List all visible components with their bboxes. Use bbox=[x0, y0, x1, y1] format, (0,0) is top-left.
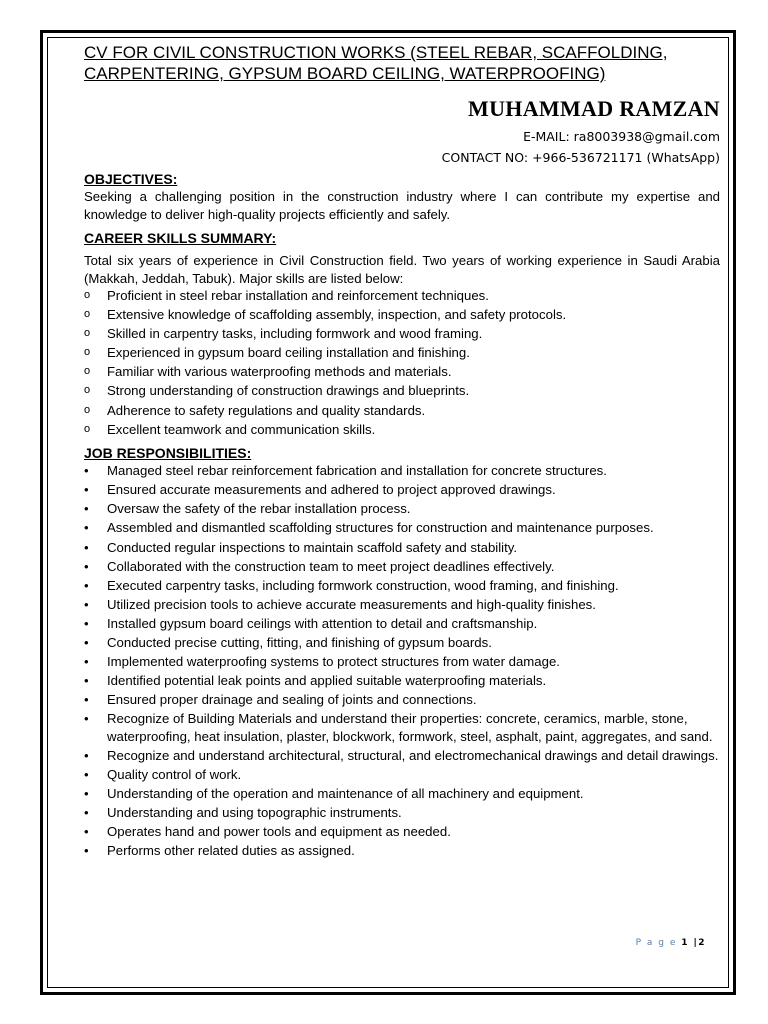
responsibility-item bbox=[84, 672, 720, 690]
responsibility-text: Executed carpentry tasks, including formwork construction, wood framing, and finishing. bbox=[107, 577, 619, 593]
skills-heading: CAREER SKILLS SUMMARY: bbox=[84, 230, 277, 246]
responsibility-marker: • bbox=[84, 635, 89, 650]
responsibility-item bbox=[84, 653, 720, 671]
skill-marker: o bbox=[84, 365, 91, 378]
skill-text: Experienced in gypsum board ceiling installation and finishing. bbox=[107, 345, 470, 361]
skill-text: Adherence to safety regulations and quality standards. bbox=[107, 402, 426, 418]
responsibility-text: Operates hand and power tools and equipment as needed. bbox=[107, 824, 451, 840]
skill-marker: o bbox=[84, 346, 91, 359]
responsibility-marker: • bbox=[84, 805, 89, 821]
responsibility-text: Utilized precision tools to achieve accurate measurements and high-quality finishes. bbox=[107, 596, 596, 612]
candidate-name: MUHAMMAD RAMZAN bbox=[468, 96, 720, 121]
skills-list bbox=[84, 287, 720, 438]
responsibility-text: Oversaw the safety of the rebar installation process. bbox=[107, 501, 411, 517]
responsibility-text: Managed steel rebar reinforcement fabrication and installation for concrete structures. bbox=[107, 463, 607, 479]
responsibility-text: Conducted precise cutting, fitting, and finishing of gypsum boards. bbox=[107, 635, 492, 650]
responsibility-text: Understanding and using topographic instruments. bbox=[107, 805, 402, 821]
responsibility-item bbox=[84, 558, 720, 576]
responsibility-marker: • bbox=[84, 615, 89, 631]
page-footer bbox=[636, 938, 706, 948]
responsibilities-heading: JOB RESPONSIBILITIES: bbox=[84, 445, 252, 462]
skill-item bbox=[84, 306, 720, 324]
skill-text: Extensive knowledge of scaffolding assembly, inspection, and safety protocols. bbox=[107, 307, 567, 323]
responsibility-text: Quality control of work. bbox=[107, 767, 242, 783]
responsibility-marker: • bbox=[84, 654, 89, 670]
responsibility-item bbox=[84, 462, 720, 480]
responsibility-item bbox=[84, 691, 720, 709]
objectives-heading: OBJECTIVES: bbox=[84, 171, 178, 187]
responsibility-item bbox=[84, 747, 720, 765]
responsibility-marker: • bbox=[84, 673, 89, 689]
skill-item bbox=[84, 287, 720, 305]
skill-item bbox=[84, 344, 720, 362]
responsibility-marker: • bbox=[84, 692, 89, 708]
responsibility-item bbox=[84, 766, 720, 784]
responsibility-item bbox=[84, 615, 720, 633]
responsibility-item bbox=[84, 785, 720, 803]
responsibility-marker: • bbox=[84, 463, 89, 479]
responsibility-marker: • bbox=[84, 558, 89, 574]
skill-marker: o bbox=[84, 422, 91, 435]
skill-marker: o bbox=[84, 289, 91, 301]
responsibility-text: Assembled and dismantled scaffolding structures for construction and maintenance purposes. bbox=[107, 520, 654, 536]
page-total: 2 bbox=[698, 938, 706, 948]
responsibility-text: Ensured accurate measurements and adhered to project approved drawings. bbox=[107, 482, 556, 498]
page-separator: | bbox=[693, 938, 699, 948]
skill-text: Strong understanding of construction drawings and blueprints. bbox=[107, 383, 470, 399]
responsibility-marker: • bbox=[84, 843, 89, 859]
responsibility-item bbox=[84, 481, 720, 499]
responsibility-item bbox=[84, 500, 720, 518]
skill-item bbox=[84, 421, 720, 439]
responsibility-marker: • bbox=[84, 767, 89, 783]
responsibility-marker: • bbox=[84, 577, 89, 593]
responsibility-item bbox=[84, 577, 720, 595]
title-line-1: CV FOR CIVIL CONSTRUCTION WORKS (STEEL REBAR, SCAFFOLDING, bbox=[84, 43, 668, 62]
responsibility-item bbox=[84, 596, 720, 614]
skill-item bbox=[84, 402, 720, 420]
responsibility-item bbox=[84, 710, 720, 745]
page-word: P a g e bbox=[635, 938, 677, 948]
responsibility-text: Recognize of Building Materials and understand their properties: concrete, ceramics, marble, stone, waterproofing, heat insulation, plaster, blockwork, formwork, steel, asphalt, paint, aggregates, and sand. bbox=[107, 711, 713, 744]
contact-line: CONTACT NO: +966-536721171 (WhatsApp) bbox=[441, 150, 720, 165]
responsibility-text: Recognize and understand architectural, structural, and electromechanical drawings and detail drawings. bbox=[107, 747, 719, 763]
responsibility-item bbox=[84, 823, 720, 841]
responsibility-item bbox=[84, 842, 720, 860]
responsibility-text: Conducted regular inspections to maintain scaffold safety and stability. bbox=[107, 539, 518, 555]
responsibility-marker: • bbox=[84, 539, 89, 555]
responsibility-text: Implemented waterproofing systems to protect structures from water damage. bbox=[107, 654, 560, 670]
responsibility-text: Installed gypsum board ceilings with attention to detail and craftsmanship. bbox=[107, 615, 538, 631]
responsibility-text: Identified potential leak points and applied suitable waterproofing materials. bbox=[107, 673, 547, 689]
responsibility-marker: • bbox=[84, 824, 89, 840]
responsibilities-list bbox=[84, 462, 720, 860]
skill-item bbox=[84, 363, 720, 381]
document-title bbox=[84, 42, 720, 84]
responsibility-text: Collaborated with the construction team to meet project deadlines effectively. bbox=[107, 558, 555, 574]
responsibility-text: Understanding of the operation and maintenance of all machinery and equipment. bbox=[107, 786, 584, 802]
responsibility-marker: • bbox=[84, 711, 89, 727]
skill-text: Excellent teamwork and communication skills. bbox=[107, 421, 376, 437]
skill-marker: o bbox=[84, 403, 91, 416]
skill-marker: o bbox=[84, 308, 91, 321]
responsibility-item bbox=[84, 519, 720, 537]
responsibility-text: Performs other related duties as assigned. bbox=[107, 843, 355, 859]
skills-intro: Total six years of experience in Civil Construction field. Two years of working experience in Saudi Arabia (Makkah, Jeddah, Tabuk). Major skills are listed below: bbox=[84, 253, 720, 286]
responsibility-marker: • bbox=[84, 520, 89, 536]
email-line: E-MAIL: ra8003938@gmail.com bbox=[523, 129, 720, 144]
document-body bbox=[84, 42, 720, 862]
skill-text: Familiar with various waterproofing methods and materials. bbox=[107, 364, 452, 380]
title-line-2: CARPENTERING, GYPSUM BOARD CEILING, WATERPROOFING) bbox=[84, 64, 606, 83]
responsibility-item bbox=[84, 539, 720, 557]
skill-marker: o bbox=[84, 384, 91, 397]
responsibility-marker: • bbox=[84, 501, 89, 517]
responsibility-marker: • bbox=[84, 747, 89, 763]
skill-text: Skilled in carpentry tasks, including formwork and wood framing. bbox=[107, 326, 483, 342]
responsibility-marker: • bbox=[84, 786, 89, 802]
responsibility-item bbox=[84, 804, 720, 822]
responsibility-text: Ensured proper drainage and sealing of joints and connections. bbox=[107, 692, 477, 708]
skill-text: Proficient in steel rebar installation and reinforcement techniques. bbox=[107, 288, 489, 303]
responsibility-marker: • bbox=[84, 482, 89, 498]
responsibility-item bbox=[84, 634, 720, 652]
objectives-text: Seeking a challenging position in the construction industry where I can contribute my expertise and knowledge to deliver high-quality projects efficiently and safely. bbox=[84, 189, 720, 222]
page-number: 1 bbox=[681, 938, 690, 948]
skill-item bbox=[84, 325, 720, 343]
responsibility-marker: • bbox=[84, 596, 89, 612]
skill-marker: o bbox=[84, 327, 91, 340]
skill-item bbox=[84, 382, 720, 400]
